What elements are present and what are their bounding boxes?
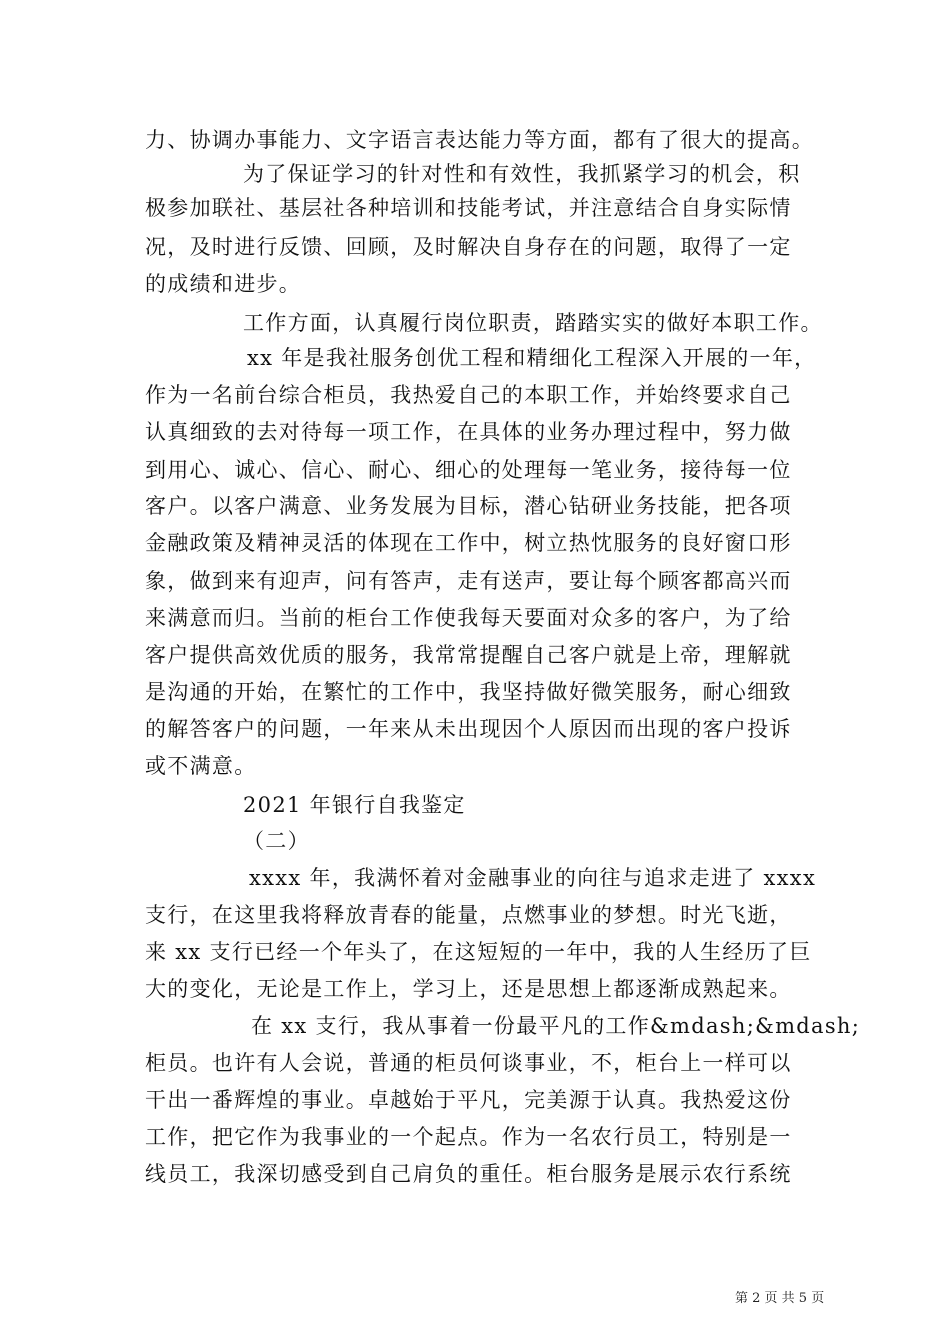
- text-line: 客户。以客户满意、业务发展为目标，潜心钻研业务技能，把各项: [145, 494, 792, 518]
- text-line: xx 年是我社服务创优工程和精细化工程深入开展的一年，: [247, 346, 817, 370]
- text-line: 客户提供高效优质的服务，我常常提醒自己客户就是上帝，理解就: [145, 643, 792, 667]
- text-line: 力、协调办事能力、文字语言表达能力等方面，都有了很大的提高。: [145, 128, 814, 152]
- text-line: 象，做到来有迎声，问有答声，走有送声，要让每个顾客都高兴而: [145, 569, 792, 593]
- text-line: 是沟通的开始，在繁忙的工作中，我坚持做好微笑服务，耐心细致: [145, 680, 792, 704]
- text-line: 大的变化，无论是工作上，学习上，还是思想上都逐渐成熟起来。: [145, 977, 792, 1001]
- text-line: 干出一番辉煌的事业。卓越始于平凡，完美源于认真。我热爱这份: [145, 1088, 792, 1112]
- text-line: 作为一名前台综合柜员，我热爱自己的本职工作，并始终要求自己: [145, 383, 792, 407]
- text-line: 金融政策及精神灵活的体现在工作中，树立热忱服务的良好窗口形: [145, 531, 792, 555]
- text-line: 况，及时进行反馈、回顾，及时解决自身存在的问题，取得了一定: [145, 235, 792, 259]
- text-line: 工作，把它作为我事业的一个起点。作为一名农行员工，特别是一: [145, 1125, 792, 1149]
- section-number: （二）: [243, 829, 310, 853]
- text-line: 柜员。也许有人会说，普通的柜员何谈事业，不，柜台上一样可以: [145, 1051, 792, 1075]
- section-heading: 2021 年银行自我鉴定: [243, 793, 466, 817]
- text-line: 的解答客户的问题，一年来从未出现因个人原因而出现的客户投诉: [145, 717, 792, 741]
- text-line: 认真细致的去对待每一项工作，在具体的业务办理过程中，努力做: [145, 420, 792, 444]
- text-line: 到用心、诚心、信心、耐心、细心的处理每一笔业务，接待每一位: [145, 458, 792, 482]
- text-line: xxxx 年，我满怀着对金融事业的向往与追求走进了 xxxx: [249, 866, 817, 890]
- text-line: 来满意而归。当前的柜台工作使我每天要面对众多的客户，为了给: [145, 606, 792, 630]
- text-line: 支行，在这里我将释放青春的能量，点燃事业的梦想。时光飞逝，: [145, 903, 792, 927]
- text-line: 线员工，我深切感受到自己肩负的重任。柜台服务是展示农行系统: [145, 1162, 792, 1186]
- text-line: 工作方面，认真履行岗位职责，踏踏实实的做好本职工作。: [243, 311, 823, 335]
- text-line: 的成绩和进步。: [145, 272, 302, 296]
- text-line: 为了保证学习的针对性和有效性，我抓紧学习的机会，积: [243, 162, 801, 186]
- text-line: 极参加联社、基层社各种培训和技能考试，并注意结合自身实际情: [145, 196, 792, 220]
- page-number: 第 2 页 共 5 页: [735, 1291, 825, 1306]
- text-line: 或不满意。: [145, 754, 257, 778]
- text-line: 在 xx 支行，我从事着一份最平凡的工作&mdash;&mdash;: [251, 1014, 861, 1038]
- text-line: 来 xx 支行已经一个年头了，在这短短的一年中，我的人生经历了巨: [145, 940, 812, 964]
